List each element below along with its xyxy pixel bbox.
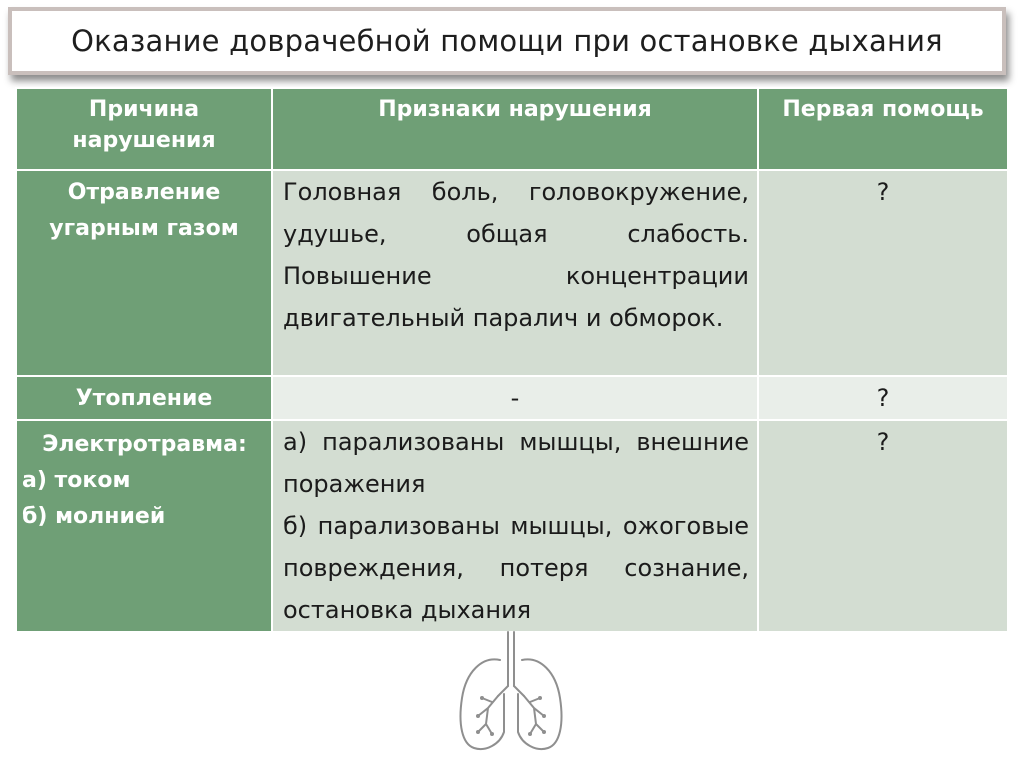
signs-cell [272,170,758,376]
help-cell: ? [758,170,1008,376]
header-help: Первая помощь [758,88,1008,170]
cause-cell: Отравление угарным газом [16,170,272,376]
signs-text: б) парализованы мышцы, ожоговые повреждения, потеря сознание, остановка дыхания [283,512,749,624]
table-row [16,170,1008,376]
lungs-icon [452,628,570,752]
cause-line: а) током [22,468,131,493]
signs-text: Головная боль, головокружение, удушье, общая слабость. Повышение концентрации двигательный паралич и обморок. [283,178,749,332]
signs-text: а) парализованы мышцы, внешние поражения [283,428,749,498]
header-cause: Причина нарушения [16,88,272,170]
cause-line: б) молнией [22,504,166,529]
cause-cell [16,420,272,632]
signs-cell: - [272,376,758,420]
first-aid-table [15,87,1009,633]
table-row [16,376,1008,420]
slide-title-box [8,7,1006,75]
signs-cell [272,420,758,632]
cause-line: Электротравма: [42,432,247,457]
header-signs: Признаки нарушения [272,88,758,170]
cause-cell: Утопление [16,376,272,420]
slide-title: Оказание доврачебной помощи при остановке дыхания [71,24,943,58]
help-cell: ? [758,376,1008,420]
help-cell: ? [758,420,1008,632]
table-row [16,420,1008,632]
table-header-row [16,88,1008,170]
